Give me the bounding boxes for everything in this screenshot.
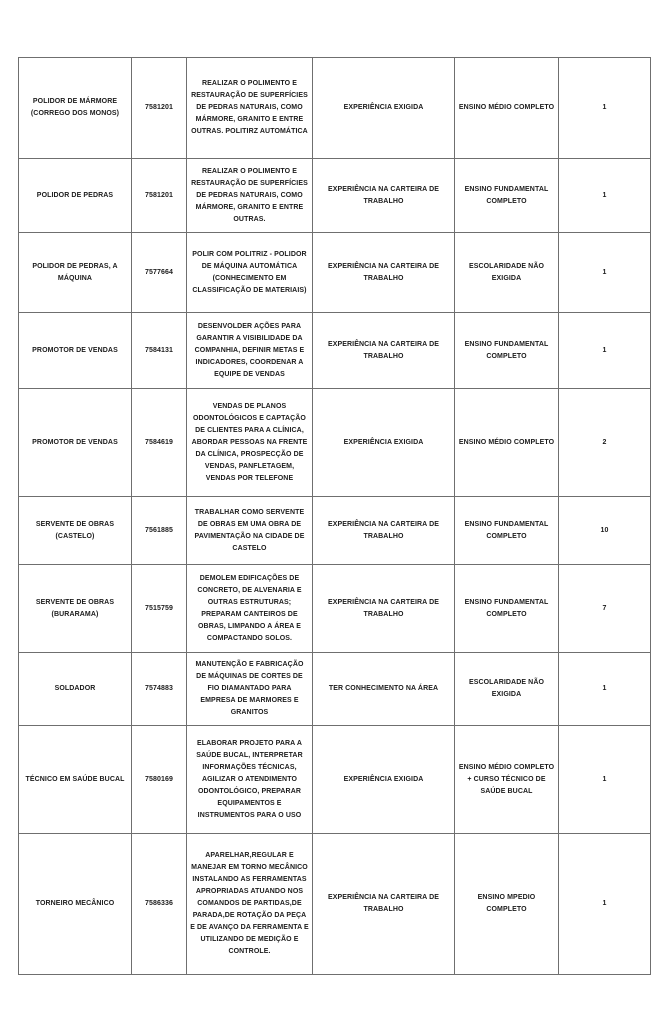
cell-experience: TER CONHECIMENTO NA ÁREA: [313, 653, 455, 726]
cell-description: VENDAS DE PLANOS ODONTOLÓGICOS E CAPTAÇÃO DE CLIENTES PARA A CLÍNICA, ABORDAR PESSOAS NA FRENTE DA CLÍNICA, PROSPECÇÃO DE VENDAS, PANFLETAGEM, VENDAS POR TELEFONE: [187, 389, 313, 497]
cell-openings: 2: [559, 389, 651, 497]
cell-code: 7577664: [132, 233, 187, 313]
table-row: [19, 834, 651, 975]
cell-experience: EXPERIÊNCIA NA CARTEIRA DE TRABALHO: [313, 233, 455, 313]
cell-openings: 1: [559, 233, 651, 313]
table-row: [19, 653, 651, 726]
cell-openings: 1: [559, 159, 651, 233]
cell-occupation: POLIDOR DE PEDRAS, A MÁQUINA: [19, 233, 132, 313]
cell-description: APARELHAR,REGULAR E MANEJAR EM TORNO MECÂNICO INSTALANDO AS FERRAMENTAS APROPRIADAS ATUANDO NOS COMANDOS DE PARTIDAS,DE PARADA,DE ROTAÇÃO DA PEÇA E DE AVANÇO DA FERRAMENTA E UTILIZANDO DE MEDIÇÃO E CONTROLE.: [187, 834, 313, 975]
cell-occupation: POLIDOR DE MÁRMORE (CORREGO DOS MONOS): [19, 58, 132, 159]
cell-occupation: PROMOTOR DE VENDAS: [19, 389, 132, 497]
cell-education: ENSINO FUNDAMENTAL COMPLETO: [455, 497, 559, 565]
cell-education: ENSINO FUNDAMENTAL COMPLETO: [455, 565, 559, 653]
cell-experience: EXPERIÊNCIA NA CARTEIRA DE TRABALHO: [313, 497, 455, 565]
cell-experience: EXPERIÊNCIA NA CARTEIRA DE TRABALHO: [313, 159, 455, 233]
cell-education: ENSINO MÉDIO COMPLETO: [455, 389, 559, 497]
cell-description: DEMOLEM EDIFICAÇÕES DE CONCRETO, DE ALVENARIA E OUTRAS ESTRUTURAS; PREPARAM CANTEIROS DE OBRAS, LIMPANDO A ÁREA E COMPACTANDO SOLOS.: [187, 565, 313, 653]
cell-openings: 7: [559, 565, 651, 653]
cell-description: DESENVOLDER AÇÕES PARA GARANTIR A VISIBILIDADE DA COMPANHIA, DEFINIR METAS E INDICADORES, COORDENAR A EQUIPE DE VENDAS: [187, 313, 313, 389]
table-row: [19, 233, 651, 313]
table-row: [19, 58, 651, 159]
cell-experience: EXPERIÊNCIA EXIGIDA: [313, 389, 455, 497]
cell-code: 7515759: [132, 565, 187, 653]
cell-education: ESCOLARIDADE NÃO EXIGIDA: [455, 233, 559, 313]
cell-occupation: SOLDADOR: [19, 653, 132, 726]
cell-openings: 1: [559, 58, 651, 159]
job-vacancies-table: [18, 57, 651, 975]
cell-code: 7584619: [132, 389, 187, 497]
cell-openings: 1: [559, 834, 651, 975]
cell-occupation: TÉCNICO EM SAÚDE BUCAL: [19, 726, 132, 834]
cell-description: POLIR COM POLITRIZ - POLIDOR DE MÁQUINA AUTOMÁTICA (CONHECIMENTO EM CLASSIFICAÇÃO DE MATERIAIS): [187, 233, 313, 313]
cell-occupation: SERVENTE DE OBRAS (CASTELO): [19, 497, 132, 565]
cell-experience: EXPERIÊNCIA NA CARTEIRA DE TRABALHO: [313, 313, 455, 389]
cell-occupation: PROMOTOR DE VENDAS: [19, 313, 132, 389]
cell-description: TRABALHAR COMO SERVENTE DE OBRAS EM UMA OBRA DE PAVIMENTAÇÃO NA CIDADE DE CASTELO: [187, 497, 313, 565]
cell-education: ENSINO FUNDAMENTAL COMPLETO: [455, 313, 559, 389]
table-row: [19, 565, 651, 653]
cell-openings: 10: [559, 497, 651, 565]
cell-experience: EXPERIÊNCIA EXIGIDA: [313, 58, 455, 159]
cell-code: 7581201: [132, 159, 187, 233]
cell-openings: 1: [559, 653, 651, 726]
cell-code: 7586336: [132, 834, 187, 975]
cell-openings: 1: [559, 726, 651, 834]
cell-code: 7581201: [132, 58, 187, 159]
table-row: [19, 389, 651, 497]
cell-description: REALIZAR O POLIMENTO E RESTAURAÇÃO DE SUPERFÍCIES DE PEDRAS NATURAIS, COMO MÁRMORE, GRANITO E ENTRE OUTRAS. POLITIRZ AUTOMÁTICA: [187, 58, 313, 159]
cell-code: 7561885: [132, 497, 187, 565]
cell-occupation: TORNEIRO MECÂNICO: [19, 834, 132, 975]
table-row: [19, 497, 651, 565]
cell-education: ESCOLARIDADE NÃO EXIGIDA: [455, 653, 559, 726]
cell-experience: EXPERIÊNCIA EXIGIDA: [313, 726, 455, 834]
cell-education: ENSINO MPEDIO COMPLETO: [455, 834, 559, 975]
cell-description: REALIZAR O POLIMENTO E RESTAURAÇÃO DE SUPERFÍCIES DE PEDRAS NATURAIS, COMO MÁRMORE, GRANITO E ENTRE OUTRAS.: [187, 159, 313, 233]
cell-openings: 1: [559, 313, 651, 389]
cell-experience: EXPERIÊNCIA NA CARTEIRA DE TRABALHO: [313, 834, 455, 975]
cell-description: MANUTENÇÃO E FABRICAÇÃO DE MÁQUINAS DE CORTES DE FIO DIAMANTADO PARA EMPRESA DE MARMORES E GRANITOS: [187, 653, 313, 726]
cell-experience: EXPERIÊNCIA NA CARTEIRA DE TRABALHO: [313, 565, 455, 653]
cell-description: ELABORAR PROJETO PARA A SAÚDE BUCAL, INTERPRETAR INFORMAÇÕES TÉCNICAS, AGILIZAR O ATENDIMENTO ODONTOLÓGICO, PREPARAR EQUIPAMENTOS E INSTRUMENTOS PARA O USO: [187, 726, 313, 834]
cell-occupation: SERVENTE DE OBRAS (BURARAMA): [19, 565, 132, 653]
table-body: [19, 58, 651, 975]
table-row: [19, 313, 651, 389]
table-row: [19, 726, 651, 834]
cell-code: 7580169: [132, 726, 187, 834]
cell-education: ENSINO MÉDIO COMPLETO: [455, 58, 559, 159]
cell-education: ENSINO MÉDIO COMPLETO + CURSO TÉCNICO DE SAÚDE BUCAL: [455, 726, 559, 834]
cell-code: 7584131: [132, 313, 187, 389]
cell-education: ENSINO FUNDAMENTAL COMPLETO: [455, 159, 559, 233]
cell-code: 7574883: [132, 653, 187, 726]
table-row: [19, 159, 651, 233]
cell-occupation: POLIDOR DE PEDRAS: [19, 159, 132, 233]
